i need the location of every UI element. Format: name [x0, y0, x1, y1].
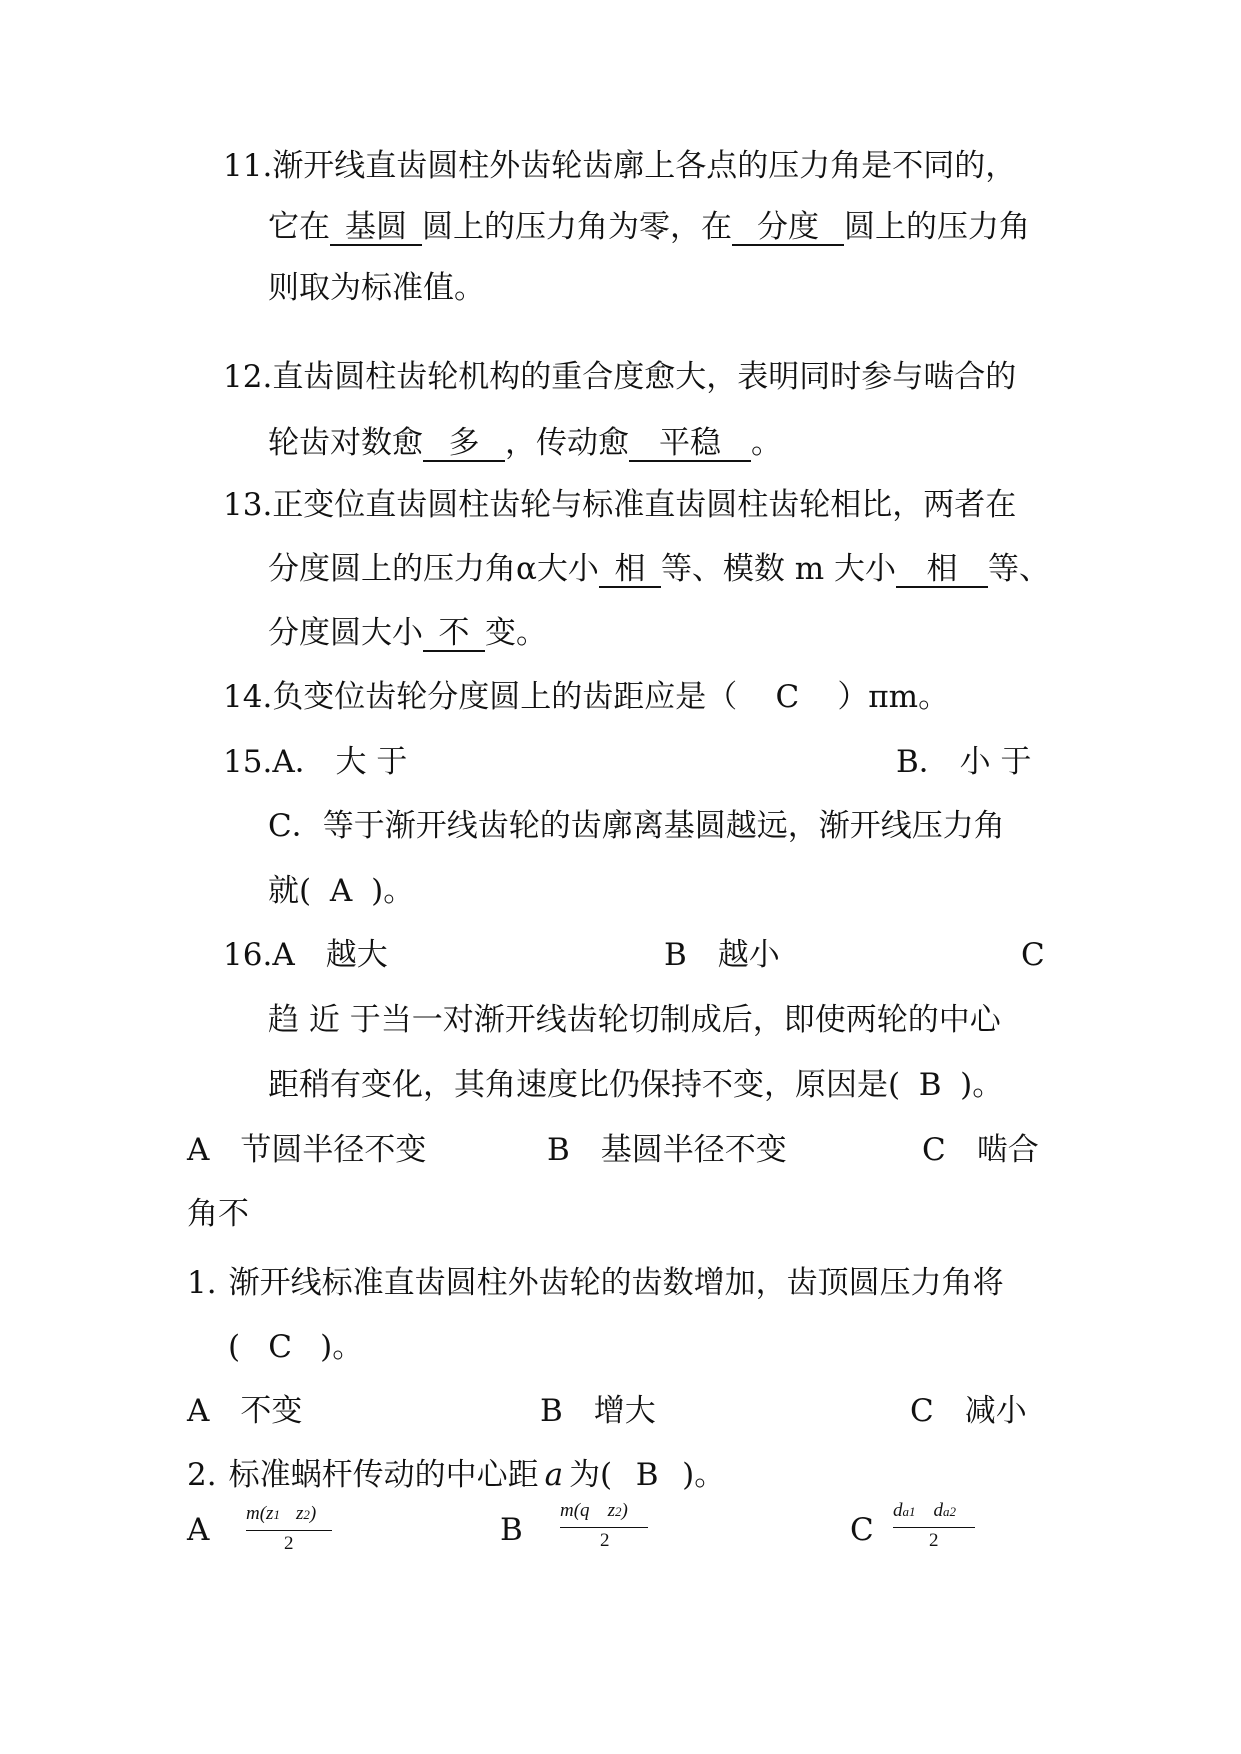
answer-choice: B [918, 1067, 942, 1103]
question-text: 圆上的压力角 [844, 209, 1030, 245]
question-number: 14. [223, 679, 273, 715]
formula-subscript: 1 [273, 1507, 280, 1522]
question-16-line-2 [268, 1000, 1001, 1040]
formula-text: ) [309, 1503, 317, 1524]
formula-denominator: 2 [929, 1530, 939, 1551]
question-text: 渐开线标准直齿圆柱外齿轮的齿数增加，齿顶圆压力角将 [228, 1265, 1004, 1301]
option-c: C 啮合 [922, 1132, 1039, 1168]
question-15-line-2 [268, 806, 1005, 846]
fraction-bar [560, 1527, 648, 1528]
question-text: 。 [751, 425, 782, 461]
question-number: 15. [223, 744, 273, 780]
option-a: A． 大 于 [272, 744, 408, 780]
question-number: 16. [223, 937, 273, 973]
question-text: )。 [320, 1329, 364, 1365]
question-15-line-1 [223, 742, 407, 782]
question-11-line-1 [223, 146, 1016, 186]
answer-choice: C [775, 679, 800, 715]
option-wrap [187, 1194, 249, 1234]
problem-2-line-1 [187, 1455, 725, 1495]
formula-subscript: 2 [614, 1504, 622, 1519]
question-text: 等、 [988, 551, 1051, 587]
question-13-line-2 [268, 549, 1050, 589]
option-b: B 基圆半径不变 [547, 1132, 787, 1168]
answer-blank: 相 [599, 552, 661, 588]
question-13-line-1 [223, 485, 1016, 525]
formula-text: m(q [560, 1500, 590, 1521]
answer-blank: 分度 [732, 210, 844, 246]
option-a: A 越大 [272, 937, 388, 973]
answer-blank: 多 [423, 426, 505, 462]
question-text: 负变位齿轮分度圆上的齿距应是（ [272, 679, 738, 715]
question-text: 则取为标准值。 [268, 270, 485, 306]
question-text: 距稍有变化，其角速度比仍保持不变，原因是( [268, 1067, 901, 1103]
question-number: 2. [187, 1457, 217, 1493]
question-text: )。 [371, 873, 415, 909]
question-text: )。 [960, 1067, 1004, 1103]
question-text: 正变位直齿圆柱齿轮与标准直齿圆柱齿轮相比，两者在 [272, 487, 1017, 523]
question-text: 趋 近 于当一对渐开线齿轮切制成后，即使两轮的中心 [268, 1002, 1001, 1038]
question-text: )。 [682, 1457, 726, 1493]
formula-numerator [246, 1503, 316, 1525]
question-text: 它在 [268, 209, 330, 245]
question-13-line-3 [268, 613, 547, 653]
formula-numerator [560, 1500, 628, 1522]
answer-blank: 平稳 [629, 426, 751, 462]
formula-text: d [893, 1500, 903, 1521]
formula-denominator: 2 [600, 1530, 610, 1551]
option-c: C 减小 [910, 1393, 1027, 1429]
formula-numerator [893, 1500, 956, 1522]
question-11-line-2 [268, 207, 1030, 247]
answer-blank: 基圆 [330, 210, 422, 246]
formula-subscript: a1 [902, 1504, 916, 1519]
question-text: 直齿圆柱齿轮机构的重合度愈大，表明同时参与啮合的 [272, 359, 1017, 395]
question-number: 1. [187, 1265, 217, 1301]
variable-a: a [544, 1457, 564, 1493]
answer-blank: 相 [896, 552, 988, 588]
answer-choice: B [635, 1457, 659, 1493]
question-number: 12. [223, 359, 273, 395]
option-b: B 越小 [664, 937, 780, 973]
option-c: C [1021, 937, 1045, 973]
option-a-letter: A [187, 1512, 210, 1548]
question-16-line-3 [268, 1065, 1003, 1105]
question-number: 13. [223, 487, 273, 523]
formula-subscript: a2 [943, 1504, 956, 1519]
question-text: ）πm。 [837, 679, 950, 715]
formula-text: z [295, 1503, 304, 1524]
question-16-line-1 [223, 935, 388, 975]
formula-option-b [560, 1500, 650, 1555]
question-text: C．等于渐开线齿轮的齿廓离基圆越远，渐开线压力角 [268, 808, 1005, 844]
problem-1-line-2 [228, 1327, 363, 1367]
question-12-line-2 [268, 423, 782, 463]
question-text: 变。 [485, 615, 547, 651]
question-text: 渐开线直齿圆柱外齿轮齿廓上各点的压力角是不同的， [272, 148, 1017, 184]
option-a: A 不变 [187, 1393, 303, 1429]
question-text: 分度圆大小 [268, 615, 423, 651]
answer-choice: C [268, 1329, 292, 1365]
question-text: 标准蜗杆传动的中心距 [228, 1457, 539, 1493]
question-text: 轮齿对数愈 [268, 425, 423, 461]
question-text: 角不 [187, 1196, 249, 1232]
fraction-bar [893, 1527, 975, 1528]
formula-option-c [893, 1500, 983, 1555]
question-text: 为( [569, 1457, 613, 1493]
option-a: A 节圆半径不变 [187, 1132, 427, 1168]
question-text: ( [228, 1329, 241, 1365]
question-text: 等、模数 m 大小 [660, 551, 897, 587]
option-b: B． 小 于 [896, 744, 1032, 780]
option-b: B 增大 [540, 1393, 656, 1429]
formula-text: ) [621, 1500, 628, 1521]
fraction-bar [246, 1530, 332, 1531]
formula-denominator: 2 [284, 1533, 294, 1554]
formula-text: m(z [246, 1503, 274, 1524]
question-text: 就( [268, 873, 312, 909]
formula-text: d [933, 1500, 943, 1521]
option-c-letter: C [850, 1512, 874, 1548]
formula-subscript: 2 [303, 1507, 310, 1522]
question-number: 11. [223, 148, 273, 184]
question-12-line-1 [223, 357, 1016, 397]
question-text: ，传动愈 [505, 425, 629, 461]
problem-1-line-1 [187, 1263, 1004, 1303]
option-b-letter: B [500, 1512, 523, 1548]
question-15-line-3 [268, 871, 414, 911]
question-11-line-3 [268, 268, 485, 308]
answer-choice: A [329, 873, 353, 909]
formula-text: z [607, 1500, 615, 1521]
question-14 [223, 677, 949, 717]
question-text: 圆上的压力角为零，在 [422, 209, 732, 245]
question-text: 分度圆上的压力角α大小 [268, 551, 599, 587]
answer-blank: 不 [423, 616, 485, 652]
formula-option-a [246, 1503, 336, 1558]
